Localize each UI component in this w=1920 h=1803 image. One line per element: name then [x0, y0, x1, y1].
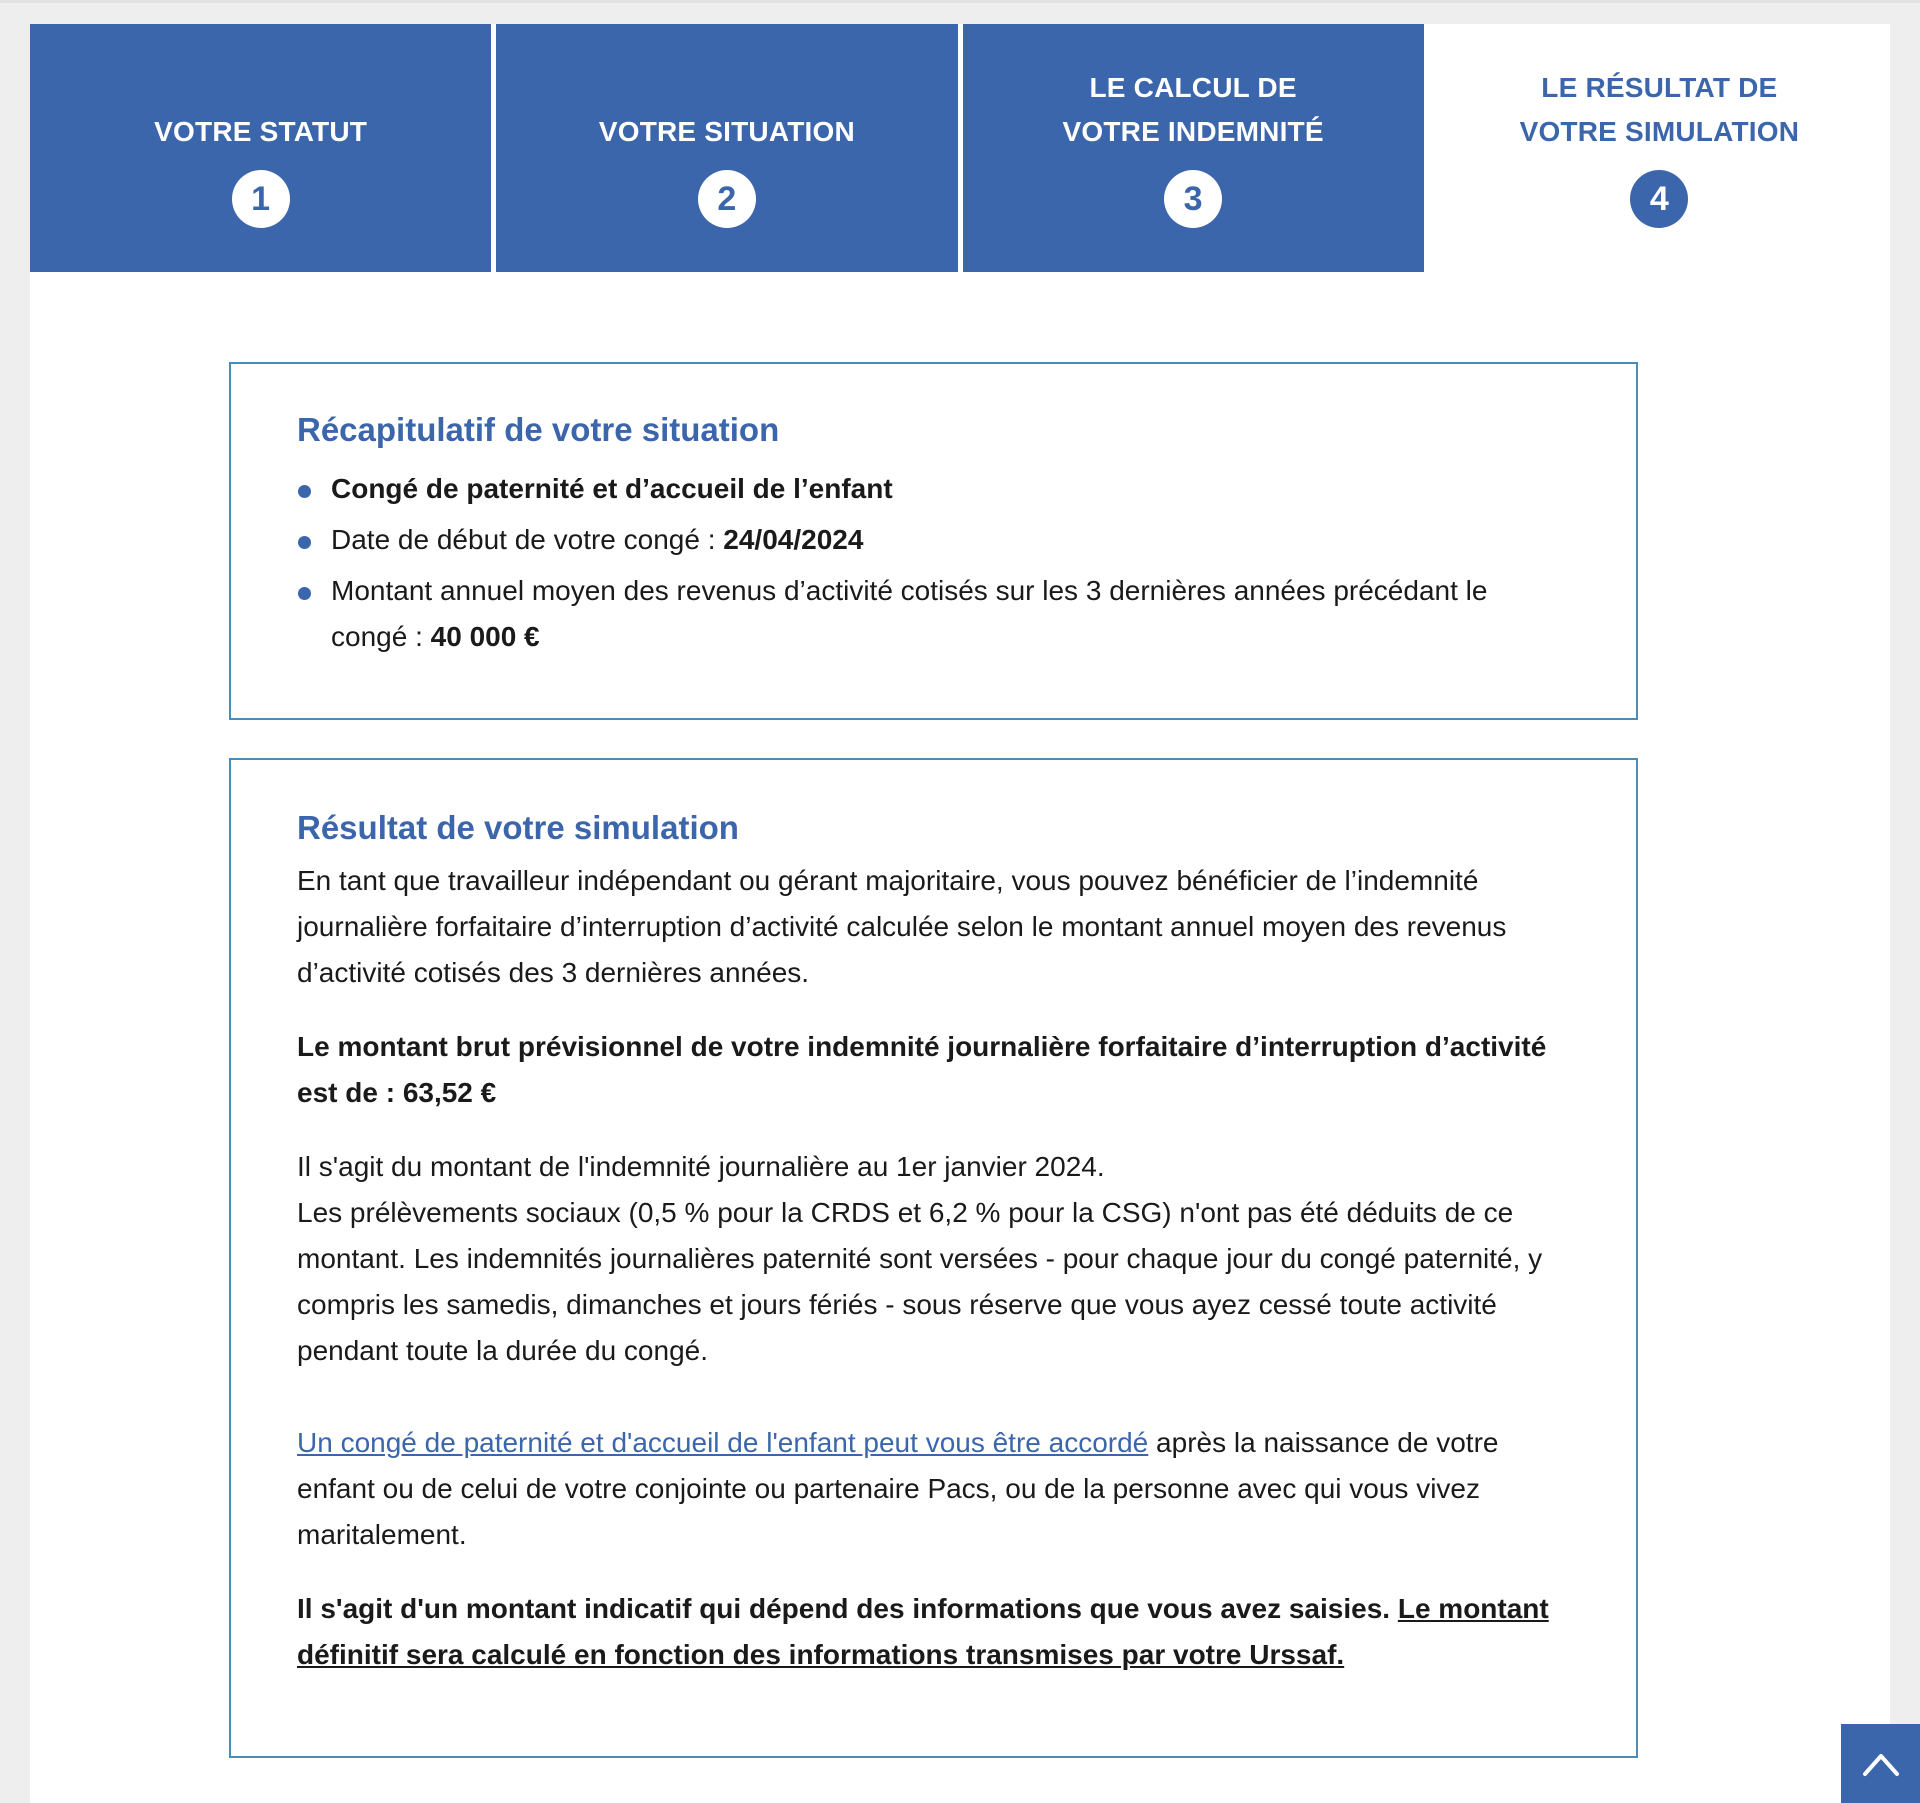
summary-item-text: Date de début de votre congé :	[331, 524, 724, 555]
paternity-leave-link[interactable]: Un congé de paternité et d'accueil de l'enfant peut vous être accordé	[297, 1427, 1149, 1458]
result-paternity-info	[297, 1420, 1570, 1558]
chevron-up-icon	[1861, 1751, 1901, 1777]
summary-item-text: Congé de paternité et d’accueil de l’enfant	[331, 473, 893, 504]
paternity-info-text: après la naissance de votre enfant ou de celui de votre conjointe ou partenaire Pacs, ou de la personne avec qui vous vivez maritalement.	[297, 1427, 1499, 1550]
result-card	[229, 758, 1638, 1758]
disclaimer-text: Il s'agit d'un montant indicatif qui dépend des informations que vous avez saisies.	[297, 1593, 1398, 1624]
bullet-icon	[298, 485, 311, 498]
bullet-icon	[298, 536, 311, 549]
result-intro: En tant que travailleur indépendant ou gérant majoritaire, vous pouvez bénéficier de l’indemnité journalière forfaitaire d’interruption d’activité calculée selon le montant annuel moyen des revenus d’activité cotisés des 3 dernières années.	[297, 865, 1507, 988]
step-label	[154, 110, 367, 154]
result-amount-value: 63,52 €	[402, 1077, 497, 1108]
step-number-badge: 3	[1164, 170, 1222, 228]
step-number-badge: 1	[232, 170, 290, 228]
summary-title: Récapitulatif de votre situation	[297, 411, 780, 448]
step-label	[1063, 66, 1324, 154]
result-amount-label: Le montant brut prévisionnel de votre indemnité journalière forfaitaire d’interruption d’activité est de :	[297, 1031, 1547, 1108]
step-tab-status[interactable]	[30, 24, 491, 272]
summary-item-value: 24/04/2024	[723, 524, 864, 555]
summary-item-leave-type	[297, 466, 1570, 512]
summary-item-start-date	[297, 517, 1570, 563]
summary-card	[229, 362, 1638, 720]
step-number-badge: 4	[1630, 170, 1688, 228]
back-to-top-button[interactable]	[1841, 1724, 1920, 1803]
summary-list	[297, 466, 1570, 660]
step-label-line: VOTRE SIMULATION	[1519, 116, 1800, 147]
result-disclaimer	[297, 1586, 1570, 1678]
bullet-icon	[298, 587, 311, 600]
step-label-line: VOTRE INDEMNITÉ	[1062, 116, 1324, 147]
step-number-badge: 2	[698, 170, 756, 228]
step-label-line: LE RÉSULTAT DE	[1541, 72, 1778, 103]
browser-top-edge	[0, 0, 1920, 3]
spacer	[297, 1374, 1570, 1420]
step-tabs	[30, 24, 1890, 272]
result-amount	[297, 1024, 1570, 1116]
step-label-line: VOTRE STATUT	[154, 116, 368, 147]
result-date-note: Il s'agit du montant de l'indemnité journalière au 1er janvier 2024.	[297, 1151, 1105, 1182]
result-deductions-note: Les prélèvements sociaux (0,5 % pour la CRDS et 6,2 % pour la CSG) n'ont pas été déduits de ce montant. Les indemnités journalières paternité sont versées - pour chaque jour du congé paternité, y compris les samedis, dimanches et jours fériés - sous réserve que vous ayez cessé toute activité pendant toute la durée du congé.	[297, 1197, 1543, 1366]
step-label	[1520, 66, 1800, 154]
step-label-line: VOTRE SITUATION	[598, 116, 855, 147]
summary-item-average-income	[297, 568, 1570, 660]
step-tab-result[interactable]	[1429, 24, 1890, 272]
summary-item-text: Montant annuel moyen des revenus d’activité cotisés sur les 3 dernières années précédant le congé :	[331, 575, 1488, 652]
result-title: Résultat de votre simulation	[297, 809, 739, 846]
step-label	[599, 110, 855, 154]
summary-item-value: 40 000 €	[430, 621, 540, 652]
step-tab-calculation[interactable]	[963, 24, 1424, 272]
step-tab-situation[interactable]	[496, 24, 957, 272]
step-label-line: LE CALCUL DE	[1089, 72, 1297, 103]
disclaimer-underlined-text: Le montant définitif sera calculé en fonction des informations transmises par votre Urssaf.	[297, 1593, 1549, 1670]
